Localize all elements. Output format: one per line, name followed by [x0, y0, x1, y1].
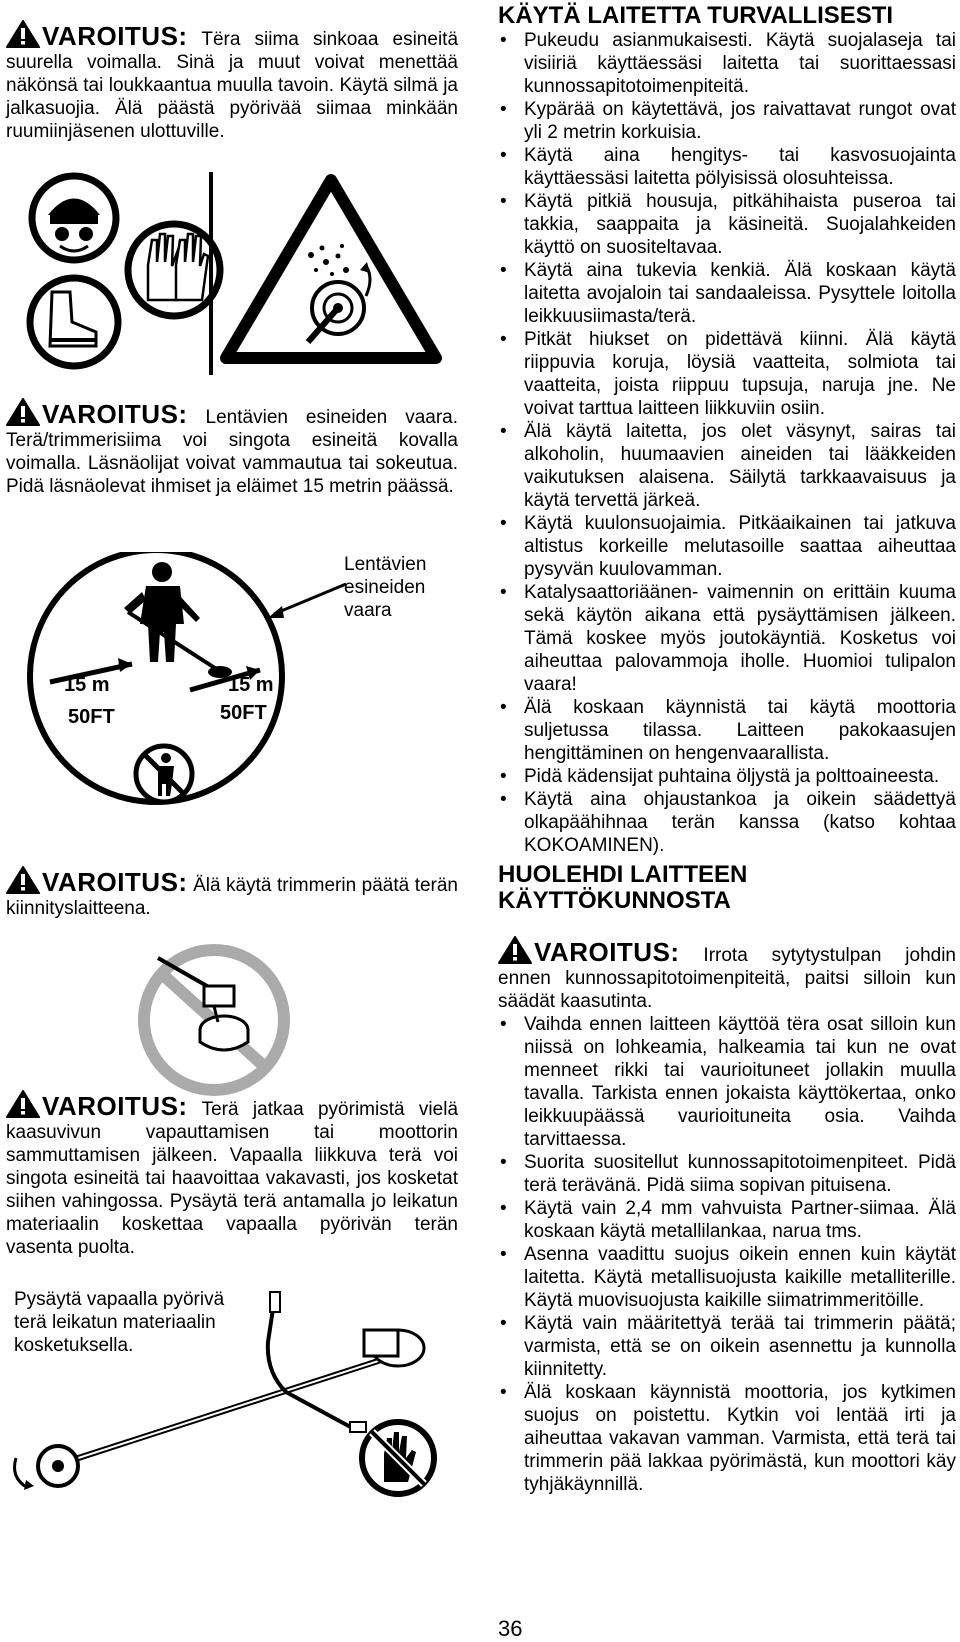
hazard-arrow	[256, 578, 356, 628]
warning-head: VAROITUS:	[42, 21, 188, 51]
stop-blade-caption: Pysäytä vapaalla pyörivä terä leikatun materiaalin kosketuksella.	[14, 1289, 225, 1356]
no-trimmer-head-figure	[134, 940, 294, 1100]
list-item: • Asenna vaadittu suojus oikein ennen kuin käytät laitetta. Käytä metallisuojusta kaikille metalliterille. Käytä muovisuojusta kaikille siimatrimmeritöille.	[498, 1243, 956, 1312]
section-heading-maintenance-2: KÄYTTÖKUNNOSTA	[498, 887, 731, 914]
hazard-caption: Lentävien esineiden vaara	[344, 554, 427, 621]
list-item: • Älä koskaan käynnistä tai käytä moottoria suljetussa tilassa. Laitteen pakokaasujen hengittäminen on hengenvaarallista.	[498, 696, 956, 765]
list-item: • Älä käytä laitetta, jos olet väsynyt, sairas tai alkoholin, huumaavien aineiden tai lääkkeiden vaikutuksen alaisena. Säilytä tarkkaavaisuus ja käytä tervettä järkeä.	[498, 420, 956, 512]
warning-text: Irrota sytytystulpan johdin ennen kunnossapitotoimenpiteitä, paitsi silloin kun säädät kaasutinta.	[498, 945, 956, 1012]
safe-use-list	[498, 29, 956, 857]
warning-head: VAROITUS:	[534, 937, 680, 967]
list-item: • Pidä kädensijat puhtaina öljystä ja polttoaineesta.	[498, 765, 956, 788]
distance-left-label: 15 m	[64, 674, 110, 696]
list-item: • Kypärää on käytettävä, jos raivattavat rungot ovat yli 2 metrin korkuisia.	[498, 98, 956, 144]
list-item: • Vaihda ennen laitteen käyttöä tëra osat silloin kun niissä on lohkeamia, halkeamia tai kun ne ovat menneet rikki tai vaurioituneet jollakin muulla tavalla. Tarkista ennen jokaista käyttökertaa, onko leikkuupäässä vaurioituneita osia. Vaihda tarvittaessa.	[498, 1013, 956, 1151]
list-item: • Pukeudu asianmukaisesti. Käytä suojalaseja tai visiiriä käyttäessäsi laitetta tai suorittaessasi kunnossapitotoimenpiteitä.	[498, 29, 956, 98]
warning-trimmer-head	[6, 866, 458, 920]
no-trimmer-head-icon	[134, 940, 294, 1100]
flying-objects-triangle-icon	[226, 180, 436, 358]
warning-head: VAROITUS:	[42, 867, 188, 897]
warning-text: Lentävien esineiden vaara. Terä/trimmerisiima voi singota esineitä kovalla voimalla. Läsnäolijat voivat vammautua tai sokeutua. Pidä läsnäolevat ihmiset ja eläimet 15 metrin päässä.	[6, 407, 459, 497]
warning-triangle-icon	[6, 398, 40, 426]
distance-left-ft-label: 50FT	[68, 706, 115, 728]
warning-spark-plug	[498, 936, 956, 1496]
list-item: • Käytä aina tukevia kenkiä. Älä koskaan käytä laitetta avojaloin tai sandaaleissa. Pysyttele loitolla leikkuusiimasta/terä.	[498, 259, 956, 328]
brushcutter-figure	[6, 1282, 458, 1502]
list-item: • Katalysaattoriäänen- vaimennin on erittäin kuuma sekä käytön aikana että pysäyttämisen jälkeen. Tämä koskee myös joutokäyntiä. Kosketus voi aiheuttaa palovammoja iholle. Huomioi tulipalon vaara!	[498, 581, 956, 696]
list-item: • Käytä vain määritettyä terää tai trimmerin päätä; varmista, että se on oikein asennettu ja kunnolla kiinnitetty.	[498, 1312, 956, 1381]
list-item: • Pitkät hiukset on pidettävä kiinni. Älä käytä riippuvia koruja, löysiä vaatteita, solmiota tai vaatteita, joista riippuu tupsuja, naruja jne. Ne voivat tarttua laitteen liikkuviin osiin.	[498, 328, 956, 420]
list-item: • Suorita suositellut kunnossapitotoimenpiteet. Pidä terä terävänä. Pidä siima sopivan pituisena.	[498, 1151, 956, 1197]
warning-triangle-icon	[6, 1090, 40, 1118]
warning-triangle-icon	[498, 936, 532, 964]
warning-text: Terä jatkaa pyörimistä vielä kaasuvivun vapauttamisen tai moottorin sammuttamisen jälkeen. Vapaalla liikkuva terä voi singota esineitä tai haavoittaa vakavasti, jos kosketat siihen vahingossa. Pysäytä terä antamalla jo leikatun materiaalin koskettaa vapaalla pyörivän terän vasenta puolta.	[6, 1099, 459, 1258]
list-item: • Käytä aina hengitys- tai kasvosuojainta käyttäessäsi laitetta pölyisissä olosuhteissa.	[498, 144, 956, 190]
maintenance-list	[498, 1013, 956, 1496]
list-item: • Käytä vain 2,4 mm vahvuista Partner-siimaa. Älä koskaan käytä metallilankaa, narua tms.	[498, 1197, 956, 1243]
helmet-icon	[32, 176, 116, 260]
list-item: • Käytä aina ohjaustankoa ja oikein säädettyä olkapäähihnaa terän kanssa (katso kohtaa KOKOAMINEN).	[498, 788, 956, 857]
warning-flying-objects	[6, 398, 458, 498]
warning-triangle-icon	[6, 20, 40, 48]
safe-use-section	[498, 3, 956, 857]
section-heading-maintenance-1: HUOLEHDI LAITTEEN	[498, 861, 748, 888]
warning-head: VAROITUS:	[42, 1091, 188, 1121]
brushcutter-illustration	[6, 1282, 458, 1502]
warning-text: Tëra siima sinkoaa esineitä suurella voimalla. Sinä ja muut voivat menettää näkönsä tai loukkaantua muulla tavoin. Käytä silmä ja jalkasuojia. Älä päästä pyörivää siimaa minkään ruumiinjäsenen ulottuville.	[6, 29, 459, 142]
distance-right-ft-label: 50FT	[220, 702, 267, 724]
list-item: • Käytä kuulonsuojaimia. Pitkäaikainen tai jatkuva altistus korkeille melutasoille saattaa aiheuttaa pysyvän kuulovamman.	[498, 512, 956, 581]
warning-triangle-icon	[6, 866, 40, 894]
ppe-figure	[26, 170, 466, 380]
no-bystander-icon	[136, 746, 192, 802]
list-item: • Älä koskaan käynnistä moottoria, jos kytkimen suojus on poistettu. Kytkin voi lentää irti ja aiheuttaa vakavan vamman. Varmista, että terä tai trimmerin pää lakkaa pyörimästä, kun moottori käy tyhjäkäynnillä.	[498, 1381, 956, 1496]
warning-blade-rotation	[6, 1090, 458, 1259]
page-number: 36	[498, 1616, 523, 1641]
boots-icon	[30, 278, 118, 366]
distance-right-label: 15 m	[228, 674, 274, 696]
ppe-icons	[26, 170, 466, 380]
warning-head: VAROITUS:	[42, 399, 188, 429]
no-hand-icon	[362, 1422, 434, 1494]
warning-eye-protection	[6, 20, 458, 143]
gloves-icon	[128, 224, 220, 316]
warning-text: Älä käytä trimmerin päätä terän kiinnityslaitteena.	[6, 875, 458, 919]
section-heading-safe-use: KÄYTÄ LAITETTA TURVALLISESTI	[498, 2, 894, 29]
list-item: • Käytä pitkiä housuja, pitkähihaista puseroa tai takkia, saappaita ja käsineitä. Suojalahkeiden käyttö on suositeltavaa.	[498, 190, 956, 259]
maintenance-section	[498, 862, 956, 914]
